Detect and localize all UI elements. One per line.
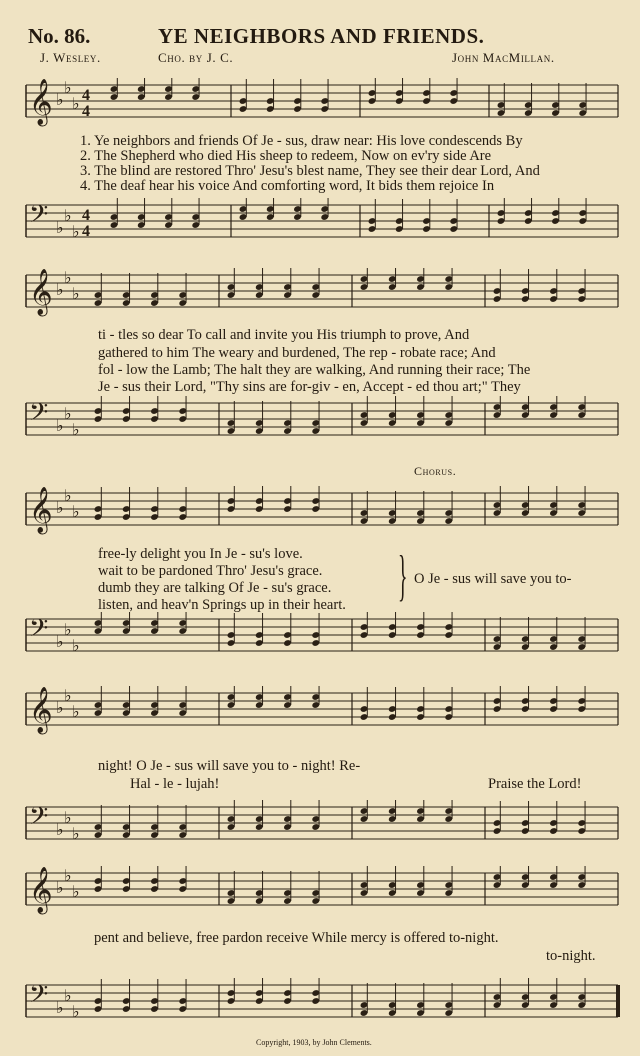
verse-4-line-2: Je - sus their Lord, "Thy sins are for-giv - en, Accept - ed thou art;" They (98, 379, 521, 395)
svg-text:♭: ♭ (56, 998, 64, 1017)
svg-text:♭: ♭ (72, 94, 80, 113)
svg-text:♭: ♭ (72, 284, 80, 303)
bass-staff-1 (0, 198, 640, 252)
svg-text:𝄢: 𝄢 (29, 200, 49, 235)
hallelujah-text: Hal - le - lujah! (130, 776, 220, 792)
svg-text:♭: ♭ (64, 206, 72, 225)
svg-text:♭: ♭ (56, 632, 64, 651)
svg-text:♭: ♭ (64, 620, 72, 639)
svg-text:𝄞: 𝄞 (29, 269, 53, 315)
svg-text:♭: ♭ (56, 416, 64, 435)
bass-staff-5 (0, 978, 640, 1032)
svg-text:4: 4 (82, 223, 90, 240)
chorus-text-2: night! O Je - sus will save you to - night! Re- (98, 758, 361, 774)
verse-2-line-2: gathered to him The weary and burdened, The rep - robate race; And (98, 345, 496, 361)
copyright-notice: Copyright, 1903, by John Clements. (256, 1038, 372, 1047)
svg-text:♭: ♭ (64, 78, 72, 97)
verse-3-line-2: fol - low the Lamb; The halt they are walking, And running their race; The (98, 362, 531, 378)
svg-text:♭: ♭ (72, 502, 80, 521)
verse-1-line-3: free-ly delight you In Je - su's love. (98, 546, 303, 562)
svg-text:♭: ♭ (64, 808, 72, 827)
svg-text:♭: ♭ (56, 698, 64, 717)
chorus-text-4: to-night. (546, 948, 596, 964)
svg-text:♭: ♭ (64, 404, 72, 423)
verse-4-line-1: 4. The deaf hear his voice And comforting word, It bids them rejoice In (80, 178, 495, 194)
svg-text:4: 4 (82, 87, 90, 104)
svg-text:♭: ♭ (64, 986, 72, 1005)
svg-text:♭: ♭ (56, 498, 64, 517)
svg-text:♭: ♭ (72, 702, 80, 721)
chorus-text-3: pent and believe, free pardon receive While mercy is offered to-night. (94, 930, 499, 946)
svg-text:♭: ♭ (56, 280, 64, 299)
svg-text:𝄞: 𝄞 (29, 487, 53, 533)
chorus-text-1: O Je - sus will save you to- (414, 571, 572, 587)
svg-text:♭: ♭ (72, 222, 80, 241)
bass-staff-4 (0, 800, 640, 854)
svg-text:♭: ♭ (72, 882, 80, 901)
chorus-credit: Cho. by J. C. (158, 50, 234, 65)
verse-1-line-2: ti - tles so dear To call and invite you His triumph to prove, And (98, 327, 470, 343)
svg-text:𝄢: 𝄢 (29, 802, 49, 837)
treble-staff-1 (0, 78, 640, 132)
chorus-label: Chorus. (414, 464, 457, 478)
svg-text:♭: ♭ (56, 820, 64, 839)
svg-text:𝄢: 𝄢 (29, 398, 49, 433)
svg-text:♭: ♭ (56, 90, 64, 109)
svg-text:♭: ♭ (64, 486, 72, 505)
treble-staff-3 (0, 486, 640, 540)
svg-text:♭: ♭ (56, 218, 64, 237)
svg-text:4: 4 (82, 103, 90, 120)
verse-4-line-3: listen, and heav'n Springs up in their heart. (98, 597, 346, 613)
svg-text:♭: ♭ (64, 866, 72, 885)
verse-3-line-3: dumb they are talking Of Je - su's grace. (98, 580, 332, 596)
svg-text:𝄞: 𝄞 (29, 867, 53, 913)
svg-text:♭: ♭ (72, 824, 80, 843)
music-credit: John MacMillan. (452, 50, 555, 65)
svg-text:♭: ♭ (56, 878, 64, 897)
svg-text:𝄢: 𝄢 (29, 980, 49, 1015)
svg-text:4: 4 (82, 207, 90, 224)
treble-staff-5 (0, 866, 640, 920)
treble-staff-2 (0, 268, 640, 322)
verse-1-line-1: 1. Ye neighbors and friends Of Je - sus, draw near: His love condescends By (80, 133, 523, 149)
svg-text:𝄞: 𝄞 (29, 687, 53, 733)
praise-the-lord-text: Praise the Lord! (488, 776, 582, 792)
words-credit: J. Wesley. (40, 50, 101, 65)
bass-staff-2 (0, 396, 640, 450)
svg-text:♭: ♭ (72, 636, 80, 655)
bass-staff-3 (0, 612, 640, 666)
svg-text:♭: ♭ (64, 268, 72, 287)
svg-text:𝄞: 𝄞 (29, 79, 53, 125)
svg-text:𝄢: 𝄢 (29, 614, 49, 649)
verse-brace: } (398, 545, 408, 607)
verse-2-line-1: 2. The Shepherd who died His sheep to redeem, Now on ev'ry side Are (80, 148, 492, 164)
hymn-number: No. 86. (28, 24, 91, 48)
hymn-title: YE NEIGHBORS AND FRIENDS. (158, 24, 485, 48)
treble-staff-4 (0, 686, 640, 740)
verse-3-line-1: 3. The blind are restored Thro' Jesu's blest name, They see their dear Lord, And (80, 163, 540, 179)
svg-text:♭: ♭ (64, 686, 72, 705)
verse-2-line-3: wait to be pardoned Thro' Jesu's grace. (98, 563, 323, 579)
svg-text:♭: ♭ (72, 420, 80, 439)
svg-text:♭: ♭ (72, 1002, 80, 1021)
